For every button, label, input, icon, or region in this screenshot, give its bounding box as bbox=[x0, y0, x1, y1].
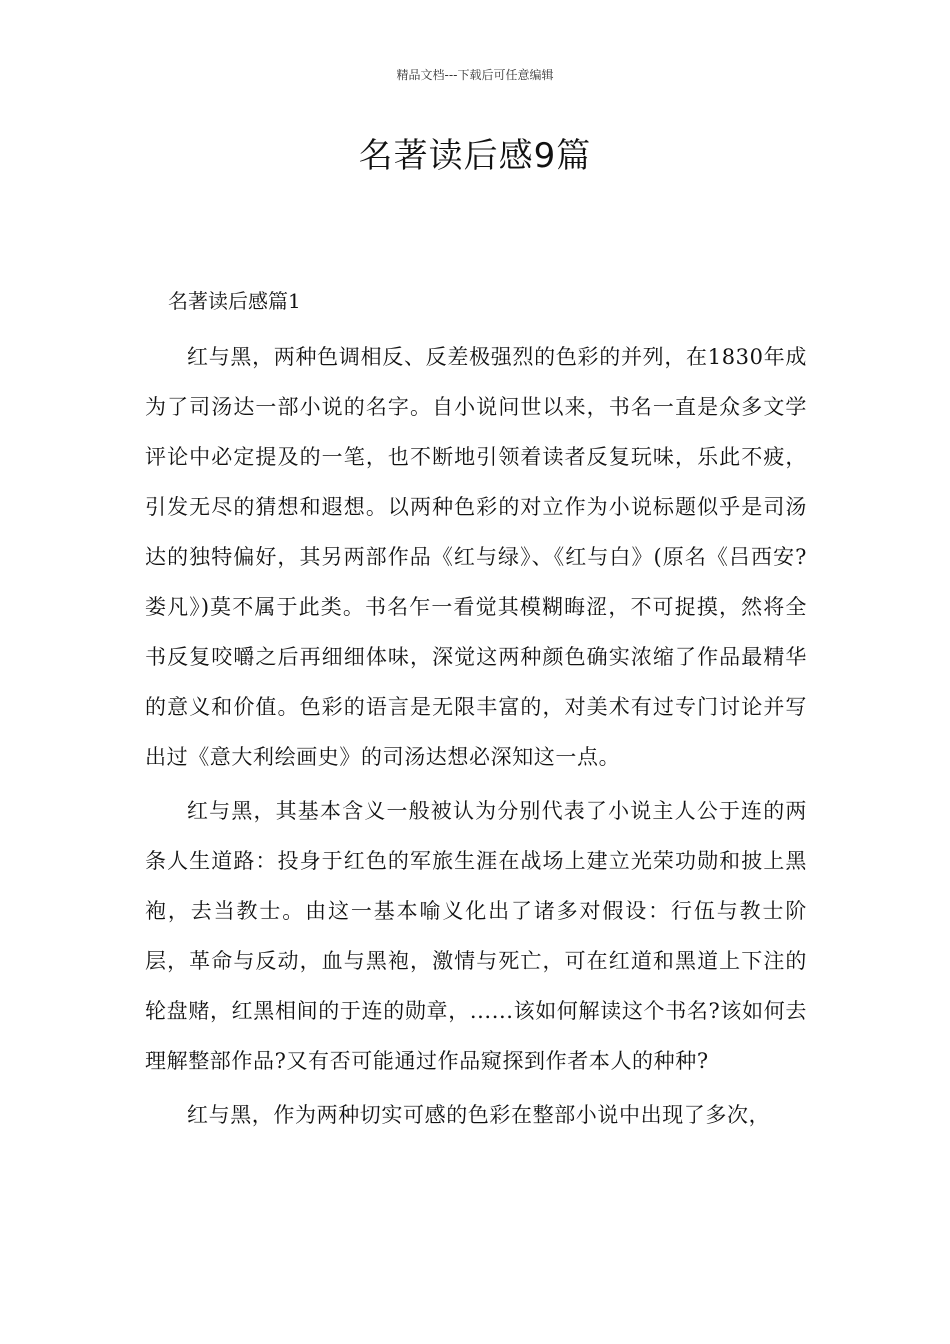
section-heading: 名著读后感篇1 bbox=[168, 289, 301, 313]
body-text bbox=[145, 332, 807, 1144]
paragraph: 红与黑，作为两种切实可感的色彩在整部小说中出现了多次， bbox=[187, 1103, 771, 1127]
document-title: 名著读后感9篇 bbox=[358, 136, 592, 176]
paragraph: 红与黑，两种色调相反、反差极强烈的色彩的并列，在1830年成为了司汤达一部小说的名字。自小说问世以来，书名一直是众多文学评论中必定提及的一笔，也不断地引领着读者反复玩味，乐此不疲，引发无尽的猜想和遐想。以两种色彩的对立作为小说标题似乎是司汤达的独特偏好，其另两部作品《红与绿》、《红与白》(原名《吕西安?娄凡》)莫不属于此类。书名乍一看觉其模糊晦涩，不可捉摸，然将全书反复咬嚼之后再细细体味，深觉这两种颜色确实浓缩了作品最精华的意义和价值。色彩的语言是无限丰富的，对美术有过专门讨论并写出过《意大利绘画史》的司汤达想必深知这一点。 bbox=[145, 345, 807, 769]
paragraph: 红与黑，其基本含义一般被认为分别代表了小说主人公于连的两条人生道路：投身于红色的军旅生涯在战场上建立光荣功勋和披上黑袍，去当教士。由这一基本喻义化出了诸多对假设：行伍与教士阶层，革命与反动，血与黑袍，激情与死亡，可在红道和黑道上下注的轮盘赌，红黑相间的于连的勋章，......该如何解读这个书名?该如何去理解整部作品?又有否可能通过作品窥探到作者本人的种种? bbox=[145, 799, 807, 1073]
header-note: 精品文档---下载后可任意编辑 bbox=[396, 68, 554, 82]
